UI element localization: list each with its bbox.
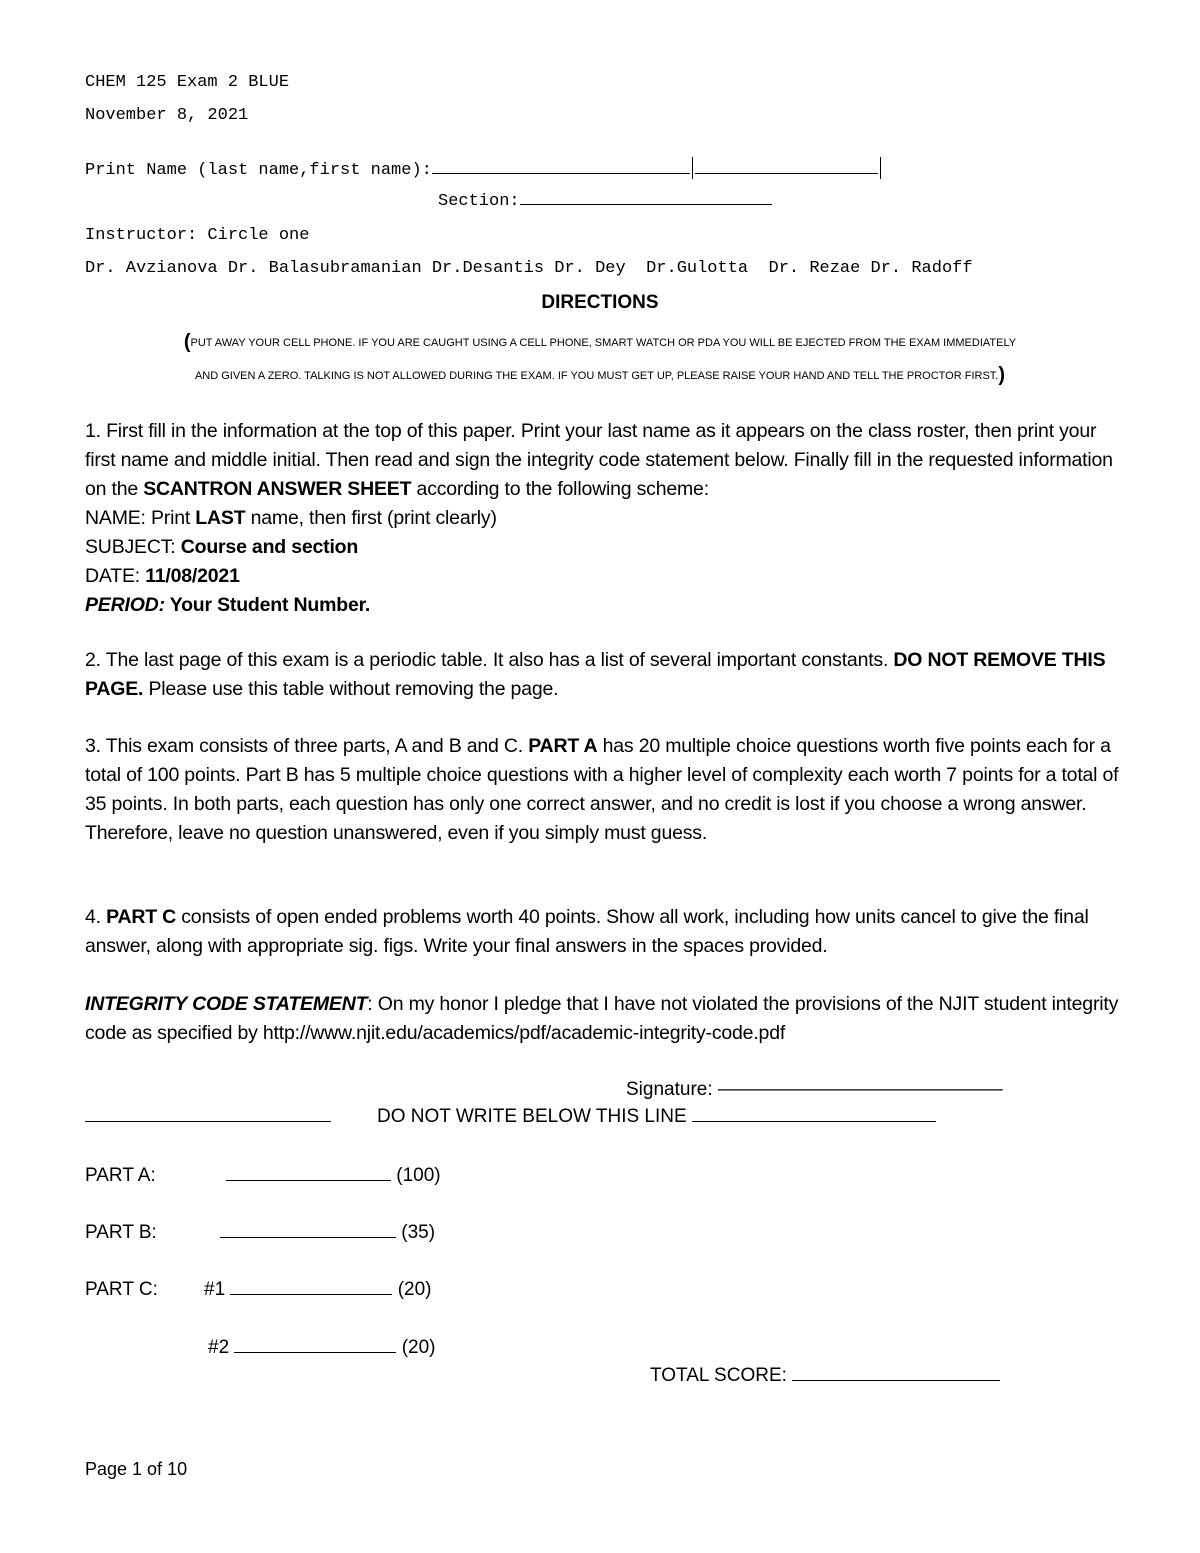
scheme-date: DATE: 11/08/2021	[85, 565, 240, 587]
part-c2-score: #2 (20)	[208, 1337, 436, 1358]
section-row	[438, 192, 772, 211]
do-not-write-row	[85, 1106, 936, 1128]
instruction-4: 4. PART C consists of open ended problems worth 40 points. Show all work, including how units cancel to give the final answer, along with appropriate sig. figs. Write your final answers in the spaces provided.	[85, 906, 1089, 957]
part-b-score: (35)	[220, 1222, 435, 1244]
instructor-label: Instructor: Circle one	[85, 226, 310, 245]
name-label: Print Name (last name,first name):	[85, 161, 432, 180]
part-c-label: PART C:	[85, 1279, 158, 1300]
instructor-list: Dr. Avzianova Dr. Balasubramanian Dr.Desantis Dr. Dey Dr.Gulotta Dr. Rezae Dr. Radoff	[85, 259, 973, 278]
instruction-1: 1. First fill in the information at the top of this paper. Print your last name as it appears on the class roster, then print your first name and middle initial. Then read and sign the integrity code statement below. Finally fill in the requested information on the SCANTRON ANSWER SHEET according to the following scheme: NAME: Print LAST name, then first (print clearly) SUBJECT: Course and section DATE: 11/08/2021 PERIOD: Your Student Number.	[85, 417, 1125, 620]
directions-caps-line1: (PUT AWAY YOUR CELL PHONE. IF YOU ARE CAUGHT USING A CELL PHONE, SMART WATCH OR PDA YOU WILL BE EJECTED FROM THE EXAM IMMEDIATELY	[183, 331, 1017, 353]
exam-date: November 8, 2021	[85, 106, 249, 125]
section-field[interactable]	[520, 203, 772, 205]
directions-title: DIRECTIONS	[541, 292, 659, 313]
section-label: Section:	[438, 192, 520, 211]
part-c2-field[interactable]	[234, 1351, 396, 1353]
signature-line[interactable]: Signature: ———————————————	[626, 1079, 1003, 1100]
part-b-label: PART B:	[85, 1222, 157, 1243]
total-score-field[interactable]	[792, 1379, 1000, 1381]
instruction-2: 2. The last page of this exam is a periodic table. It also has a list of several important constants. DO NOT REMOVE THIS PAGE. Please use this table without removing the page.	[85, 649, 1106, 700]
do-not-write-label: DO NOT WRITE BELOW THIS LINE	[377, 1106, 687, 1127]
scheme-period: PERIOD: Your Student Number.	[85, 594, 371, 616]
part-c1-score: #1 (20)	[204, 1279, 432, 1300]
scheme-name: NAME: Print LAST name, then first (print clearly)	[85, 507, 497, 529]
total-score: TOTAL SCORE:	[650, 1365, 1000, 1387]
directions-caps-line2: AND GIVEN A ZERO. TALKING IS NOT ALLOWED DURING THE EXAM. IF YOU MUST GET UP, PLEASE RAISE YOUR HAND AND TELL THE PROCTOR FIRST.)	[194, 364, 1006, 386]
part-c1-field[interactable]	[230, 1293, 392, 1295]
last-name-field[interactable]	[432, 172, 690, 174]
part-b-field[interactable]	[220, 1236, 396, 1238]
scheme-subject: SUBJECT: Course and section	[85, 536, 359, 558]
first-name-field[interactable]	[695, 172, 878, 174]
integrity-statement: INTEGRITY CODE STATEMENT: On my honor I pledge that I have not violated the provisions of the NJIT student integrity code as specified by http://www.njit.edu/academics/pdf/academic-integrity-code.pdf	[85, 993, 1119, 1044]
page-number: Page 1 of 10	[85, 1459, 188, 1479]
name-row	[85, 157, 883, 180]
course-title: CHEM 125 Exam 2 BLUE	[85, 73, 290, 92]
instruction-3: 3. This exam consists of three parts, A and B and C. PART A has 20 multiple choice questions worth five points each for a total of 100 points. Part B has 5 multiple choice questions with a higher level of complexity each worth 7 points for a total of 35 points. In both parts, each question has only one correct answer, and no credit is lost if you choose a wrong answer. Therefore, leave no question unanswered, even if you simply must guess.	[85, 735, 1119, 844]
part-a-field[interactable]	[226, 1179, 391, 1181]
part-a-score: (100)	[226, 1165, 441, 1187]
part-a-label: PART A:	[85, 1165, 156, 1186]
